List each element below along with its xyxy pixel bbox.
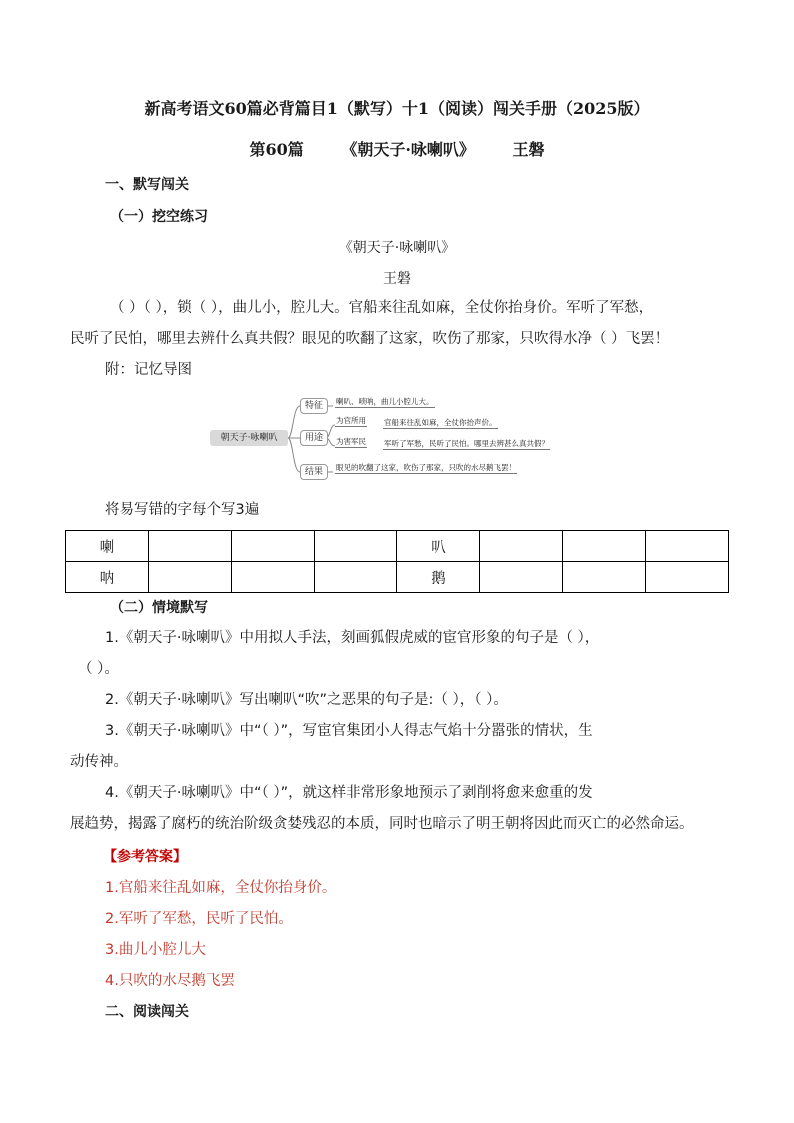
trace-cell[interactable] [480, 531, 563, 562]
chapter-number: 第60篇 [249, 140, 304, 159]
subsection-heading-context: （二）情境默写 [110, 600, 208, 616]
table-row [66, 562, 729, 593]
trace-cell[interactable] [480, 562, 563, 593]
answer-4: 4.只吹的水尽鹅飞罢 [105, 973, 235, 989]
trace-char: 呐 [66, 562, 149, 593]
trace-cell[interactable] [646, 531, 729, 562]
trace-cell[interactable] [231, 531, 314, 562]
poem-name: 《朝天子·咏喇叭》 [341, 140, 475, 159]
trace-cell[interactable] [563, 531, 646, 562]
mind-map-node-feature: 特征 [300, 398, 328, 414]
trace-char: 喇 [66, 531, 149, 562]
table-row [66, 531, 729, 562]
mind-map-sub-official: 为官所用 [336, 416, 366, 425]
answer-3: 3.曲儿小腔儿大 [105, 942, 206, 958]
mind-map-root: 朝天子·咏喇叭 [210, 430, 288, 446]
mind-map-leaf-official: 官船来往乱如麻，全仗你抬声价。 [384, 418, 497, 427]
section-heading-dictation: 一、默写闯关 [105, 177, 189, 193]
trace-cell[interactable] [149, 531, 232, 562]
mind-map-node-use: 用途 [300, 430, 328, 446]
mind-map-leaf-harm: 军听了军愁，民听了民怕。哪里去辨甚么真共假？ [384, 439, 549, 448]
mind-map-leaf-result: 眼见的吹翻了这家，吹伤了那家，只吹的水尽鹅飞罢！ [336, 463, 516, 472]
trace-cell[interactable] [563, 562, 646, 593]
document-title: 新高考语文60篇必背篇目1（默写）十1（阅读）闯关手册（2025版） [144, 99, 650, 118]
poem-line-1: （ ）（ ），锁（ ），曲儿小，腔儿大。官船来往乱如麻，全仗你抬身价。军听了军愁， [110, 300, 654, 316]
answer-heading: 【参考答案】 [103, 849, 187, 865]
trace-cell[interactable] [314, 562, 397, 593]
question-4-line-2: 展趋势，揭露了腐朽的统治阶级贪婪残忍的本质，同时也暗示了明王朝将因此而灭亡的必然命运。 [70, 816, 694, 832]
trace-label: 将易写错的字每个写3遍 [105, 502, 260, 518]
question-2: 2.《朝天子·咏喇叭》写出喇叭“吹”之恶果的句子是:（ ），（ ）。 [105, 692, 508, 708]
trace-table [65, 530, 729, 593]
mindmap-label: 附：记忆导图 [105, 362, 192, 378]
poem-line-2: 民听了民怕，哪里去辨什么真共假？眼见的吹翻了这家，吹伤了那家，只吹得水净（ ）飞罢！ [70, 331, 670, 347]
trace-char: 鹅 [397, 562, 480, 593]
trace-char: 叭 [397, 531, 480, 562]
trace-cell[interactable] [646, 562, 729, 593]
mind-map-sub-harm: 为害军民 [336, 437, 366, 446]
question-1-line-1: 1.《朝天子·咏喇叭》中用拟人手法，刻画狐假虎威的宦官形象的句子是（ ）， [105, 630, 600, 646]
question-4-line-1: 4.《朝天子·咏喇叭》中“（ ）”，就这样非常形象地预示了剥削将愈来愈重的发 [105, 785, 593, 801]
section-heading-reading: 二、阅读闯关 [105, 1004, 189, 1020]
trace-cell[interactable] [231, 562, 314, 593]
chapter-title [0, 137, 794, 160]
poem-title: 《朝天子·咏喇叭》 [338, 240, 456, 256]
poem-author-line: 王磐 [383, 271, 411, 287]
poem-author: 王磐 [512, 140, 545, 159]
question-3-line-2: 动传神。 [70, 754, 128, 770]
answer-1: 1.官船来往乱如麻，全仗你抬身价。 [105, 880, 337, 896]
mind-map [205, 392, 605, 484]
trace-cell[interactable] [149, 562, 232, 593]
answer-2: 2.军听了军愁，民听了民怕。 [105, 911, 293, 927]
trace-cell[interactable] [314, 531, 397, 562]
subsection-heading-fill: （一）挖空练习 [110, 209, 208, 225]
question-1-line-2: （ ）。 [78, 661, 119, 677]
question-3-line-1: 3.《朝天子·咏喇叭》中“（ ）”，写宦官集团小人得志气焰十分嚣张的情状，生 [105, 723, 593, 739]
mind-map-leaf-feature: 喇叭、唢呐，曲儿小腔儿大。 [336, 397, 434, 406]
mind-map-node-result: 结果 [300, 464, 328, 480]
